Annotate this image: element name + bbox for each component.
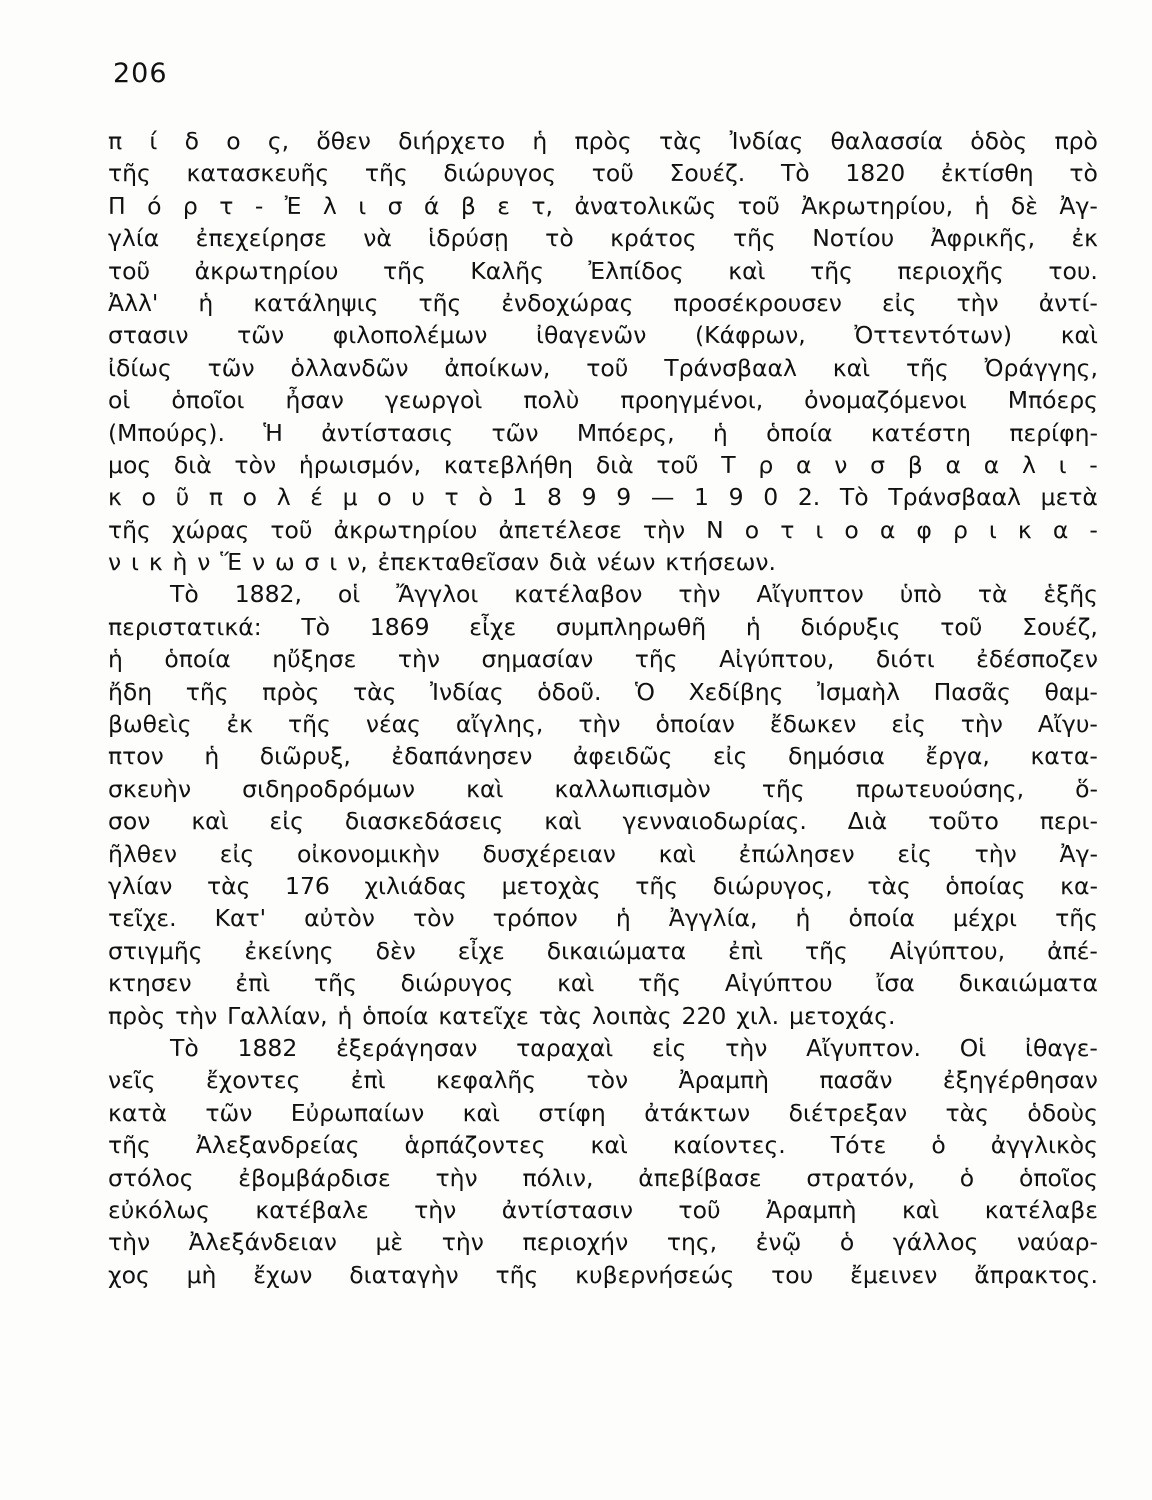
text-line: τεῖχε. Κατ' αὐτὸν τὸν τρόπον ἡ Ἀγγλία, ἡ ὁποία μέχρι τῆς — [108, 904, 1098, 933]
text-line: Ἀλλ' ἡ κατάληψις τῆς ἐνδοχώρας προσέκρουσεν εἰς τὴν ἀντί- — [108, 288, 1098, 317]
text-line: τὴν Ἀλεξάνδειαν μὲ τὴν περιοχήν της, ἐνῷ ὁ γάλλος ναύαρ- — [108, 1228, 1098, 1257]
text-line: σκευὴν σιδηροδρόμων καὶ καλλωπισμὸν τῆς πρωτευούσης, ὅ- — [108, 774, 1098, 803]
text-line: κατὰ τῶν Εὐρωπαίων καὶ στίφη ἀτάκτων διέτρεξαν τὰς ὁδοὺς — [108, 1098, 1098, 1127]
text-line: μος διὰ τὸν ἡρωισμόν, κατεβλήθη διὰ τοῦ Τ ρ α ν σ β α α λ ι - — [108, 450, 1098, 479]
text-line: (Μπούρς). Ἡ ἀντίστασις τῶν Μπόερς, ἡ ὁποία κατέστη περίφη- — [108, 418, 1098, 447]
text-line: τοῦ ἀκρωτηρίου τῆς Καλῆς Ἐλπίδος καὶ τῆς περιοχῆς του. — [108, 256, 1098, 285]
text-line: τῆς Ἀλεξανδρείας ἁρπάζοντες καὶ καίοντες. Τότε ὁ ἀγγλικὸς — [108, 1131, 1098, 1160]
text-line: περιστατικά: Τὸ 1869 εἶχε συμπληρωθῆ ἡ διόρυξις τοῦ Σουέζ, — [108, 612, 1098, 641]
page-number: 206 — [113, 58, 168, 89]
text-line: γλίαν τὰς 176 χιλιάδας μετοχὰς τῆς διώρυγος, τὰς ὁποίας κα- — [108, 871, 1098, 900]
text-line: π ί δ ο ς, ὅθεν διήρχετο ἡ πρὸς τὰς Ἰνδίας θαλασσία ὁδὸς πρὸ — [108, 127, 1098, 155]
text-line: πτον ἡ διῶρυξ, ἐδαπάνησεν ἀφειδῶς εἰς δημόσια ἔργα, κατα- — [108, 742, 1098, 771]
text-line: τῆς κατασκευῆς τῆς διώρυγος τοῦ Σουέζ. Τὸ 1820 ἐκτίσθη τὸ — [108, 159, 1098, 188]
body-text — [108, 125, 1098, 1291]
text-line: Π ό ρ τ - Ἐ λ ι σ ά β ε τ, ἀνατολικῶς τοῦ Ἀκρωτηρίου, ἡ δὲ Ἀγ- — [108, 191, 1098, 220]
text-line: ἰδίως τῶν ὁλλανδῶν ἀποίκων, τοῦ Τράνσβααλ καὶ τῆς Ὀράγγης, — [108, 353, 1098, 382]
text-line: εὐκόλως κατέβαλε τὴν ἀντίστασιν τοῦ Ἀραμπὴ καὶ κατέλαβε — [108, 1195, 1098, 1224]
text-line: ῆλθεν εἰς οἰκονομικὴν δυσχέρειαν καὶ ἐπώλησεν εἰς τὴν Ἀγ- — [108, 839, 1098, 868]
text-line: σον καὶ εἰς διασκεδάσεις καὶ γενναιοδωρίας. Διὰ τοῦτο περι- — [108, 807, 1098, 836]
text-line: κτησεν ἐπὶ τῆς διώρυγος καὶ τῆς Αἰγύπτου ἴσα δικαιώματα — [108, 969, 1098, 998]
text-line: βωθεὶς ἐκ τῆς νέας αἴγλης, τὴν ὁποίαν ἔδωκεν εἰς τὴν Αἴγυ- — [108, 710, 1098, 739]
text-line: ἡ ὁποία ηὔξησε τὴν σημασίαν τῆς Αἰγύπτου, διότι ἐδέσποζεν — [108, 645, 1098, 674]
text-line: Τὸ 1882 ἐξεράγησαν ταραχαὶ εἰς τὴν Αἴγυπτον. Οἱ ἰθαγε- — [170, 1033, 1098, 1062]
text-line: στιγμῆς ἐκείνης δὲν εἶχε δικαιώματα ἐπὶ τῆς Αἰγύπτου, ἀπέ- — [108, 936, 1098, 965]
text-line: ἤδη τῆς πρὸς τὰς Ἰνδίας ὁδοῦ. Ὁ Χεδίβης Ἰσμαὴλ Πασᾶς θαμ- — [108, 677, 1098, 706]
text-line: Τὸ 1882, οἱ Ἄγγλοι κατέλαβον τὴν Αἴγυπτον ὑπὸ τὰ ἑξῆς — [170, 580, 1098, 609]
text-line: γλία ἐπεχείρησε νὰ ἱδρύσῃ τὸ κράτος τῆς Νοτίου Ἀφρικῆς, ἐκ — [108, 224, 1098, 253]
text-line: κ ο ῦ π ο λ έ μ ο υ τ ὸ 1 8 9 9 — 1 9 0 2. Τὸ Τράνσβααλ μετὰ — [108, 483, 1098, 512]
text-line: πρὸς τὴν Γαλλίαν, ἡ ὁποία κατεῖχε τὰς λοιπὰς 220 χιλ. μετοχάς. — [108, 1001, 896, 1030]
text-line: τῆς χώρας τοῦ ἀκρωτηρίου ἀπετέλεσε τὴν Ν ο τ ι ο α φ ρ ι κ α - — [108, 515, 1098, 544]
text-line: νεῖς ἔχοντες ἐπὶ κεφαλῆς τὸν Ἀραμπὴ πασᾶν ἐξηγέρθησαν — [108, 1066, 1098, 1095]
text-line: χος μὴ ἔχων διαταγὴν τῆς κυβερνήσεώς του ἔμεινεν ἄπρακτος. — [108, 1260, 1098, 1289]
text-line: στασιν τῶν φιλοπολέμων ἰθαγενῶν (Κάφρων, Ὀττεντότων) καὶ — [108, 321, 1098, 350]
text-line: ν ι κ ὴ ν Ἕ ν ω σ ι ν, ἐπεκταθεῖσαν διὰ νέων κτήσεων. — [108, 548, 776, 577]
text-line: στόλος ἐβομβάρδισε τὴν πόλιν, ἀπεβίβασε στρατόν, ὁ ὁποῖος — [108, 1163, 1098, 1192]
text-line: οἱ ὁποῖοι ἦσαν γεωργοὶ πολὺ προηγμένοι, ὀνομαζόμενοι Μπόερς — [108, 386, 1098, 415]
